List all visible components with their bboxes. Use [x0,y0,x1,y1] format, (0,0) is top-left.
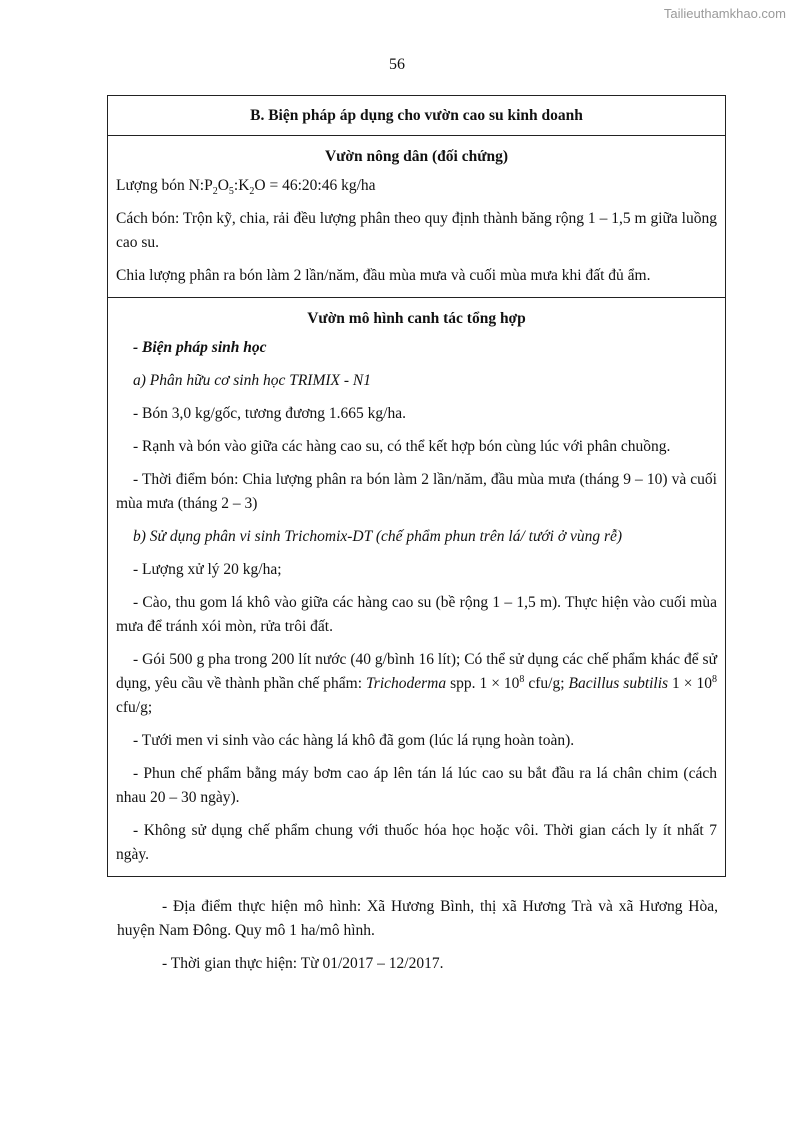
bio-measures-heading: - Biện pháp sinh học [133,339,267,356]
farmer-garden-section [108,135,725,288]
trichomix-caution: - Không sử dụng chế phẩm chung với thuốc hóa học hoặc vôi. Thời gian cách ly ít nhất 7 ngày. [116,822,717,863]
model-garden-section [108,297,725,867]
page-number: 56 [389,56,405,73]
timeframe-text: - Thời gian thực hiện: Từ 01/2017 – 12/2017. [162,955,444,972]
measures-table [107,95,726,877]
fertilizer-method: Cách bón: Trộn kỹ, chia, rải đều lượng phân theo quy định thành băng rộng 1 – 1,5 m giữa luồng cao su. [116,210,717,251]
model-details [117,895,718,985]
trimix-dose: - Bón 3,0 kg/gốc, tương đương 1.665 kg/ha. [133,405,406,422]
watermark: Tailieuthamkhao.com [663,6,786,21]
trichomix-spraying: - Phun chế phẩm bằng máy bơm cao áp lên tán lá lúc cao su bắt đầu ra lá chân chim (cách nhau 20 – 30 ngày). [116,765,717,806]
trichomix-mixing: - Gói 500 g pha trong 200 lít nước (40 g/bình 16 lít); Có thể sử dụng các chế phẩm khác để sử dụng, yêu cầu về thành phần chế phẩm: Trichoderma spp. $1 \times 10^8$ cfu/g; Bacillus subtilis $1 \times 10^8$ cfu/g; [116,651,717,716]
model-garden-title: Vườn mô hình canh tác tổng hợp [307,310,526,327]
trimix-heading: a) Phân hữu cơ sinh học TRIMIX - N1 [133,372,371,389]
fertilizer-dose: Lượng bón $N:P_2O_5:K_2O$ = 46:20:46 kg/ha [116,177,376,198]
trichomix-watering: - Tưới men vi sinh vào các hàng lá khô đã gom (lúc lá rụng hoàn toàn). [133,732,575,749]
trichomix-leaf-collection: - Cào, thu gom lá khô vào giữa các hàng cao su (bề rộng 1 – 1,5 m). Thực hiện vào cuối mùa mưa để tránh xói mòn, rửa trôi đất. [116,594,717,635]
trimix-timing: - Thời điểm bón: Chia lượng phân ra bón làm 2 lần/năm, đầu mùa mưa (tháng 9 – 10) và cuối mùa mưa (tháng 2 – 3) [116,471,717,512]
trichomix-dose: - Lượng xử lý 20 kg/ha; [133,561,282,578]
farmer-garden-title: Vườn nông dân (đối chứng) [324,148,509,165]
table-header: B. Biện pháp áp dụng cho vườn cao su kinh doanh [250,107,583,124]
trichomix-heading: b) Sử dụng phân vi sinh Trichomix-DT (chế phẩm phun trên lá/ tưới ở vùng rễ) [133,528,623,545]
fertilizer-split: Chia lượng phân ra bón làm 2 lần/năm, đầu mùa mưa và cuối mùa mưa khi đất đủ ẩm. [116,267,651,284]
trimix-application: - Rạnh và bón vào giữa các hàng cao su, có thể kết hợp bón cùng lúc với phân chuồng. [133,438,671,455]
location-text: - Địa điểm thực hiện mô hình: Xã Hương Bình, thị xã Hương Trà và xã Hương Hòa, huyện Nam Đông. Quy mô 1 ha/mô hình. [117,898,718,939]
